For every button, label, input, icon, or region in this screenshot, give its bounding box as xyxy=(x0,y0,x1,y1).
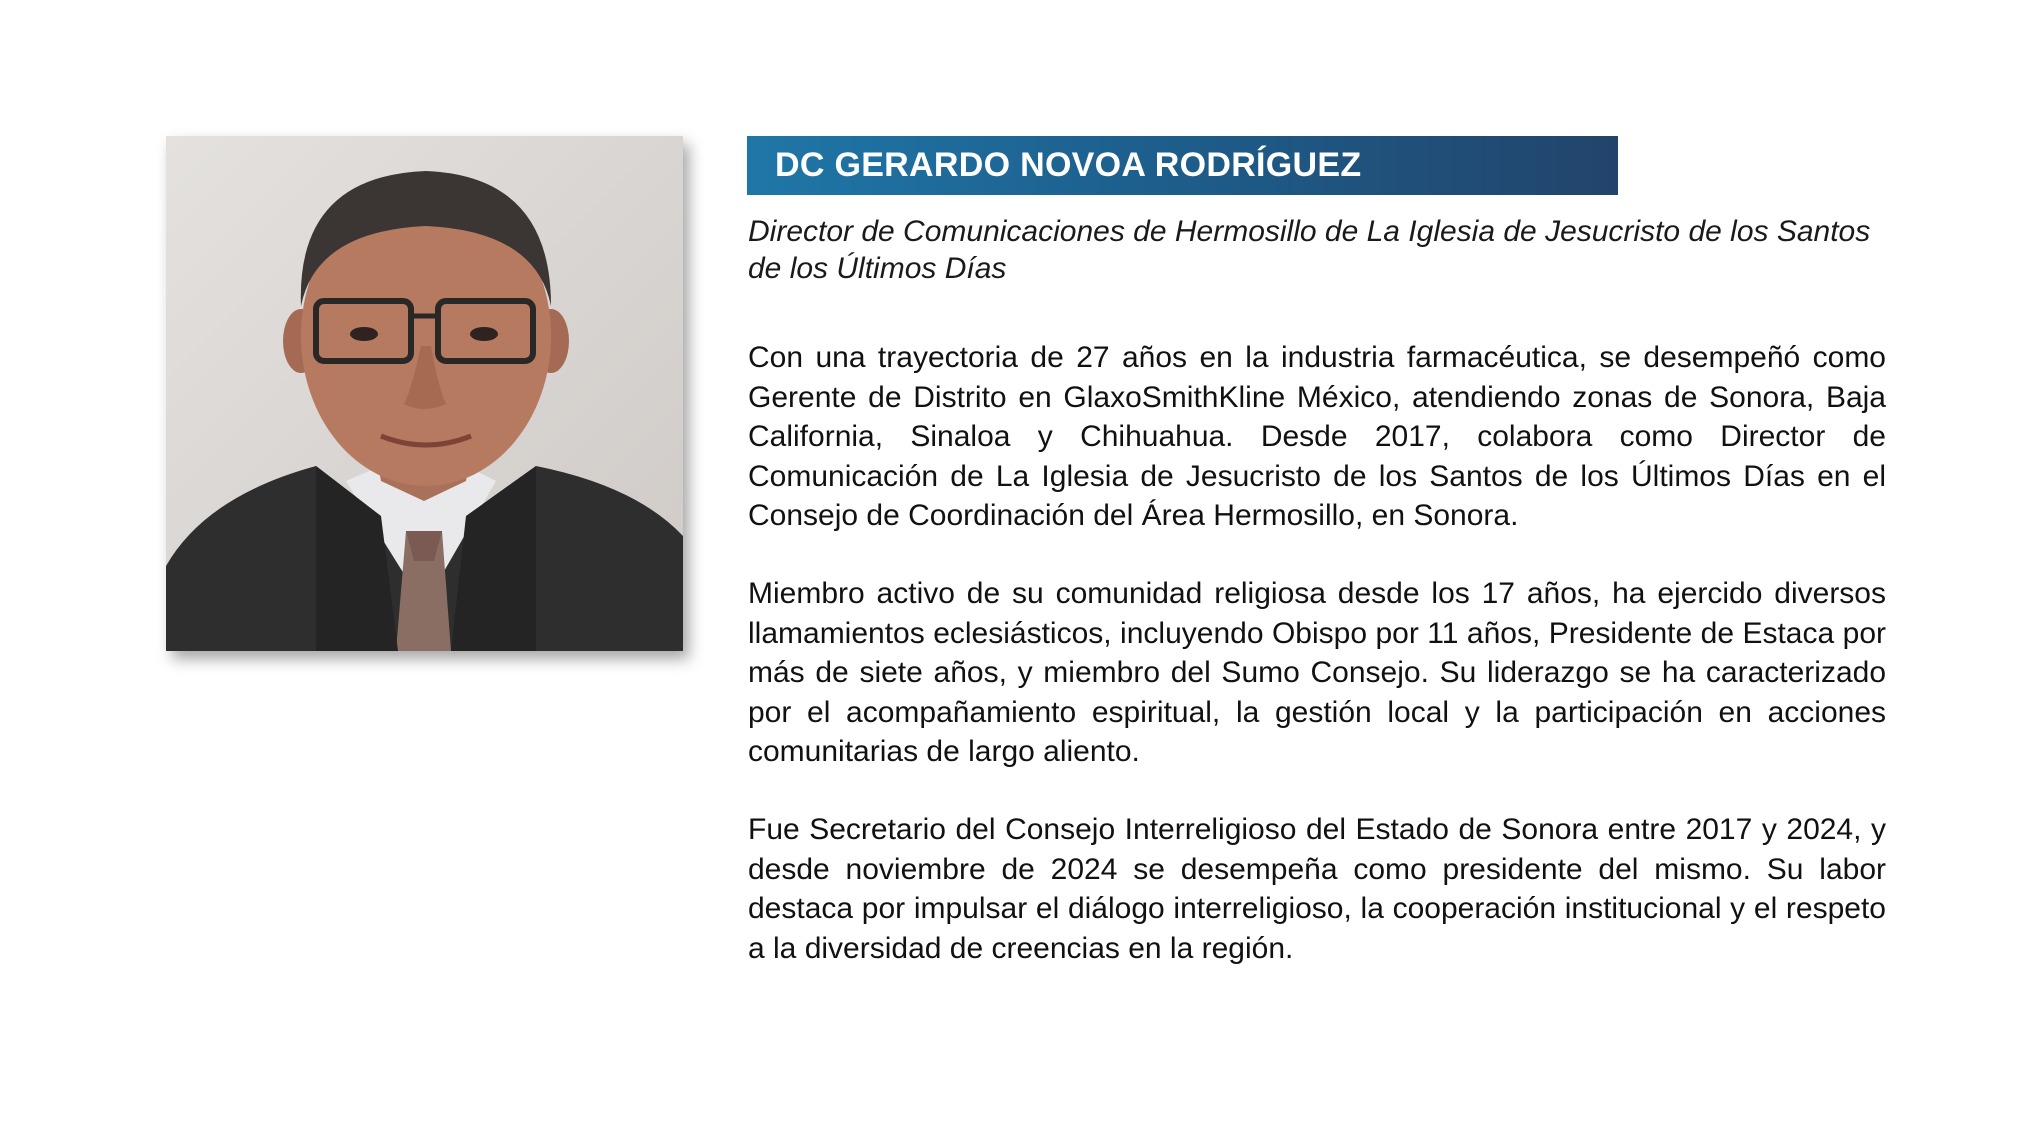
bio-paragraph-1: Con una trayectoria de 27 años en la industria farmacéutica, se desempeñó como Gerente de Distrito en GlaxoSmithKline México, atendiendo zonas de Sonora, Baja California, Sinaloa y Chihuahua. Desde 2017, colabora como Director de Comunicación de La Iglesia de Jesucristo de los Santos de los Últimos Días en el Consejo de Coordinación del Área Hermosillo, en Sonora. xyxy=(748,341,1886,532)
bio-paragraph-3: Fue Secretario del Consejo Interreligioso del Estado de Sonora entre 2017 y 2024, y desde noviembre de 2024 se desempeña como presidente del mismo. Su labor destaca por impulsar el diálogo interreligioso, la cooperación institucional y el respeto a la diversidad de creencias en la región. xyxy=(748,813,1886,965)
person-name: DC GERARDO NOVOA RODRÍGUEZ xyxy=(775,146,1362,184)
portrait-illustration xyxy=(166,136,683,651)
name-banner xyxy=(747,136,1618,195)
person-role: Director de Comunicaciones de Hermosillo de La Iglesia de Jesucristo de los Santos de los Últimos Días xyxy=(748,215,1871,285)
bio-paragraph-2: Miembro activo de su comunidad religiosa desde los 17 años, ha ejercido diversos llamamientos eclesiásticos, incluyendo Obispo por 11 años, Presidente de Estaca por más de siete años, y miembro del Sumo Consejo. Su liderazgo se ha caracterizado por el acompañamiento espiritual, la gestión local y la participación en acciones comunitarias de largo aliento. xyxy=(748,577,1886,768)
profile-photo xyxy=(166,136,683,651)
